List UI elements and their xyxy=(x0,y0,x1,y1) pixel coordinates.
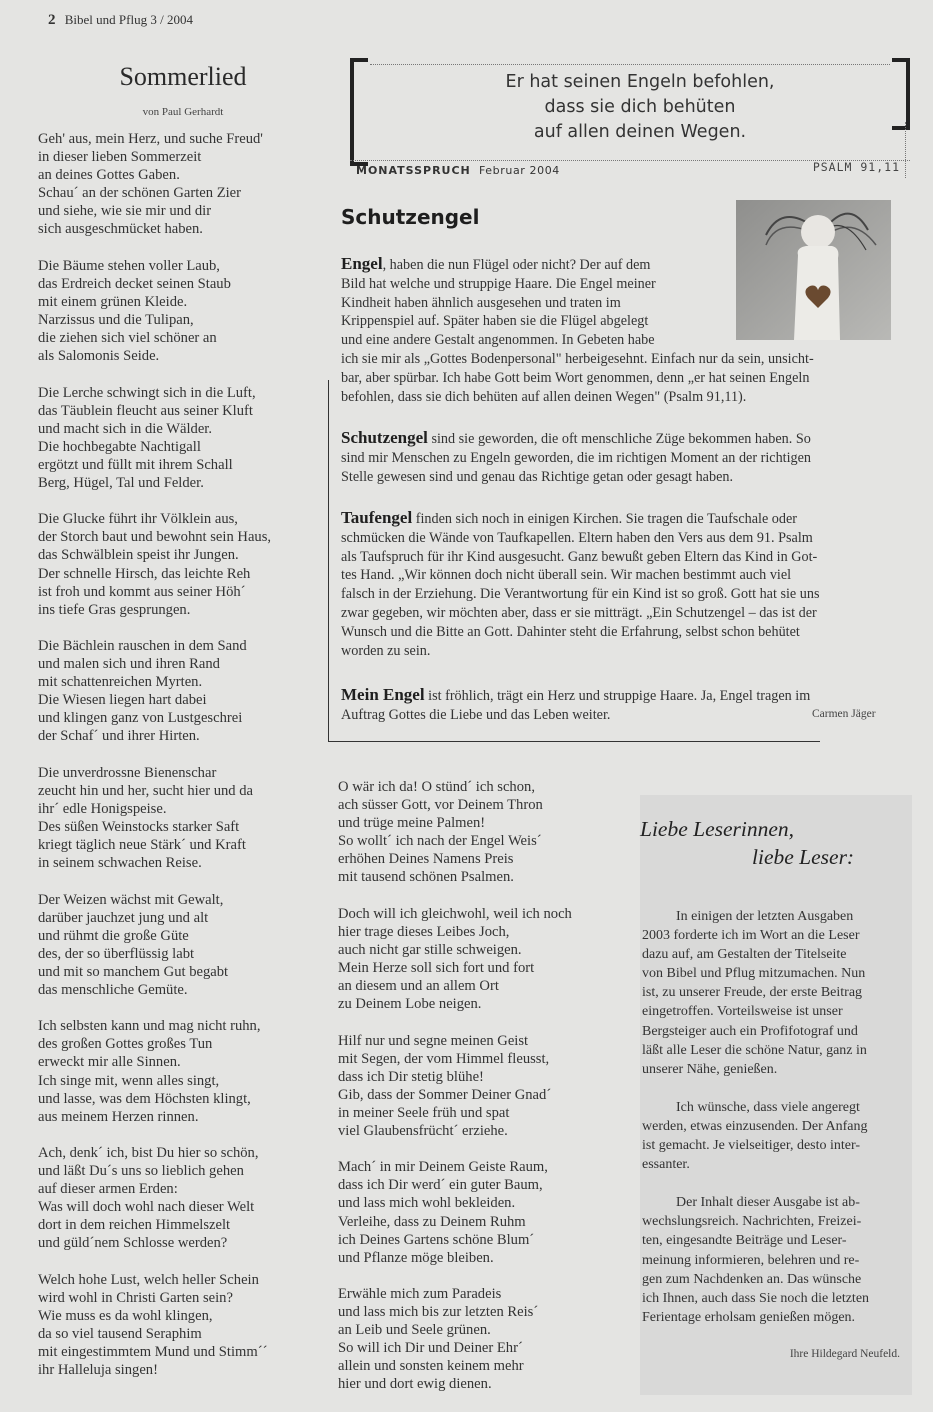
text-line: mit einem grünen Kleide. xyxy=(38,293,188,310)
text-line: Krippenspiel auf. Später haben sie die Flügel abgelegt xyxy=(341,313,649,330)
text-line: von Bibel und Pflug mitzumachen. Nun xyxy=(642,966,866,982)
text-line: ich Ihnen, auch dass Sie noch die letzten xyxy=(642,1290,870,1306)
text-line: wechslungsreich. Nachrichten, Freizei- xyxy=(642,1214,862,1230)
text-line: und malen sich und ihren Rand xyxy=(38,656,220,673)
text-line: Kindheit haben ähnlich ausgesehen und traten im xyxy=(341,294,621,311)
text-line: auch nicht gar stille schweigen. xyxy=(338,941,522,958)
text-line: das Erdreich decket seinen Staub xyxy=(38,275,231,292)
poem-stanza xyxy=(38,510,328,619)
article-paragraph-4: Mein Engel ist fröhlich, trägt ein Herz und struppige Haare. Ja, Engel tragen im Auftrag Gottes die Liebe und das Leben weiter. xyxy=(341,685,811,723)
text-line: Wie muss es da wohl klingen, xyxy=(38,1307,213,1324)
text-line: des, der so überflüssig labt xyxy=(38,945,195,962)
bracket-left xyxy=(350,58,368,166)
text-line: und klingen ganz von Lustgeschrei xyxy=(38,710,243,727)
text-line: mit schattenreichen Myrten. xyxy=(38,674,203,691)
text-line: und Pflanze möge bleiben. xyxy=(338,1249,494,1266)
text-line: Die Bächlein rauschen in dem Sand xyxy=(38,638,247,654)
verse-line: dass sie dich behüten xyxy=(544,97,736,117)
text-line: In einigen der letzten Ausgaben xyxy=(676,909,854,924)
text-line: der Storch baut und bewohnt sein Haus, xyxy=(38,529,272,546)
text-line: darüber jauchzet jung und alt xyxy=(38,909,209,926)
text-line: erweckt mir alle Sinnen. xyxy=(38,1054,181,1071)
text-line: Berg, Hügel, Tal und Felder. xyxy=(38,474,204,491)
text-line: als Salomonis Seide. xyxy=(38,348,160,365)
text-line: an Leib und Seele grünen. xyxy=(338,1322,491,1339)
text-line: bar, aber spürbar. Ich habe Gott beim Wort genommen, denn „er hat seinen Engeln xyxy=(341,369,810,386)
text-line: ich Deines Gartens schöne Blum´ xyxy=(338,1231,535,1248)
letter-paragraph xyxy=(642,1098,910,1174)
text-line: gen zum Nachdenken an. Das wünsche xyxy=(642,1271,862,1287)
text-line: und lass mich bis zur letzten Reis´ xyxy=(338,1304,539,1321)
article-title: Schutzengel xyxy=(341,205,480,229)
poem-stanza xyxy=(38,1017,328,1126)
text-line: auf dieser armen Erden: xyxy=(38,1181,178,1198)
article-rule-horizontal xyxy=(328,741,820,742)
letter-paragraph xyxy=(642,1193,910,1327)
text-line: Ich wünsche, dass viele angeregt xyxy=(676,1099,860,1115)
poem-stanza xyxy=(338,1158,638,1267)
text-line: und lasse, was dem Höchsten klingt, xyxy=(38,1090,251,1107)
text-line: mit eingestimmtem Mund und Stimm´´ xyxy=(38,1344,268,1361)
text-line: ihr Halleluja singen! xyxy=(38,1362,158,1379)
monatsspruch-label: MONATSSPRUCH Februar 2004 xyxy=(356,164,560,177)
text-line: und mit so manchem Gut begabt xyxy=(38,963,229,980)
text-line: und lass mich wohl bekleiden. xyxy=(338,1195,516,1212)
text-line: Mein Herze soll sich fort und fort xyxy=(338,960,535,977)
text-line: ten, eingesandte Beiträge und Leser- xyxy=(642,1233,847,1249)
text-line: das Täublein fleucht aus seiner Kluft xyxy=(38,402,253,419)
text-line: Hilf nur und segne meinen Geist xyxy=(338,1032,529,1049)
letter-body xyxy=(642,907,910,1346)
poem-column-2 xyxy=(338,778,638,1412)
text-line: hier trage dieses Leibes Joch, xyxy=(338,923,510,940)
text-line: Stelle gewesen sind und genau das Richtige getan oder gesagt haben. xyxy=(341,468,734,485)
text-line: falsch in der Erziehung. Die Verantwortung für ein Kind ist so groß. Gott hat sie uns xyxy=(341,586,820,603)
letter-greeting-2: liebe Leser: xyxy=(752,845,855,869)
text-line: befohlen, dass sie dich behüten auf allen deinen Wegen" (Psalm 91,11). xyxy=(341,388,747,405)
monatsspruch-month: Februar 2004 xyxy=(478,164,560,177)
text-line: Des süßen Weinstocks starker Saft xyxy=(38,819,240,836)
text-line: in dieser lieben Sommerzeit xyxy=(38,149,202,166)
text-line: Der schnelle Hirsch, das leichte Reh xyxy=(38,565,251,582)
text-line: und macht sich in die Wälder. xyxy=(38,420,212,437)
poem-stanza xyxy=(38,764,328,873)
text-line: Ich singe mit, wenn alles singt, xyxy=(38,1072,220,1089)
text-line: an deines Gottes Gaben. xyxy=(38,167,180,184)
text-line: Ach, denk´ ich, bist Du hier so schön, xyxy=(38,1145,259,1161)
text-line: Die Bäume stehen voller Laub, xyxy=(38,257,220,274)
monatsspruch-text xyxy=(410,70,870,145)
text-line: das menschliche Gemüte. xyxy=(38,981,188,998)
editor-letter xyxy=(640,795,912,1395)
text-line: und eine andere Gestalt angenommen. In Gebeten habe xyxy=(341,332,655,349)
text-line: da so viel tausend Seraphim xyxy=(38,1326,202,1343)
text-line: Verleihe, dass zu Deinem Ruhm xyxy=(338,1213,526,1230)
text-line: kriegt täglich neue Stärk´ und Kraft xyxy=(38,837,246,854)
text-line: O wär ich da! O stünd´ ich schon, xyxy=(338,779,535,795)
magazine-issue: Bibel und Pflug 3 / 2004 xyxy=(64,12,193,27)
article-paragraph-1: Engel, haben die nun Flügel oder nicht? Der auf dem Bild hat welche und struppige Haare. Die Engel meiner Kindheit haben ähnlich ausgesehen und traten im Krippenspiel auf. Später haben sie die Flügel abgelegt und eine andere Gestalt angenommen. In Gebeten habe ich sie mir als „Gottes Bodenpersonal" herbeigesehnt. Einfach nur da sein, unsicht- bar, aber spürbar. Ich habe Gott beim Wort genommen, denn „er hat seinen Engeln befohlen, dass sie dich behüten auf allen deinen Wegen" (Psalm 91,11). xyxy=(341,254,814,405)
text-line: ist froh und kommt aus seiner Höh´ xyxy=(38,583,246,600)
text-line: läßt alle Leser die schöne Natur, ganz in xyxy=(642,1042,867,1058)
text-line: in seinem schwachen Reise. xyxy=(38,855,202,872)
monatsspruch-box xyxy=(350,58,910,180)
text-line: dazu auf, am Gestalten der Titelseite xyxy=(642,947,847,963)
text-line: und läßt Du´s uns so lieblich gehen xyxy=(38,1163,244,1180)
text-line: Geh' aus, mein Herz, und suche Freud' xyxy=(38,131,263,147)
text-line: Welch hohe Lust, welch heller Schein xyxy=(38,1271,259,1288)
poem-stanza xyxy=(38,384,328,493)
text-line: tes Hand. „Wir können doch nicht überall sein. Wir machen bestimmt auch viel xyxy=(341,567,792,584)
text-line: Wunsch und die Bitte an Gott. Dahinter steht die Erfahrung, selbst schon behütet xyxy=(341,623,800,640)
text-line: Die Glucke führt ihr Völklein aus, xyxy=(38,511,238,528)
poem-stanza xyxy=(38,257,328,366)
text-line: Der Inhalt dieser Ausgabe ist ab- xyxy=(676,1195,860,1211)
text-line: Erwähle mich zum Paradeis xyxy=(338,1286,502,1302)
monatsspruch-reference: PSALM 91,11 xyxy=(812,160,900,174)
text-line: mit tausend schönen Psalmen. xyxy=(338,869,514,886)
text-line: sind mir Menschen zu Engeln geworden, die im richtigen Moment an der richtigen xyxy=(341,449,812,466)
text-line: dass ich Dir werd´ ein guter Baum, xyxy=(338,1177,543,1194)
verse-line: Er hat seinen Engeln befohlen, xyxy=(505,72,775,92)
text-line: Gib, dass der Sommer Deiner Gnad´ xyxy=(338,1086,552,1103)
text-line: mit Segen, der vom Himmel fleusst, xyxy=(338,1050,550,1067)
page-number: 2 xyxy=(48,12,56,28)
lead-word: Schutzengel xyxy=(341,428,428,447)
poem-stanza xyxy=(38,891,328,1000)
page-header xyxy=(48,12,193,29)
text-line: allein und sonsten keinem mehr xyxy=(338,1358,524,1375)
article-author: Carmen Jäger xyxy=(812,708,876,720)
text-line: Ich selbsten kann und mag nicht ruhn, xyxy=(38,1018,261,1035)
text-line: sich ausgeschmücket haben. xyxy=(38,221,203,238)
text-line: der Schaf´ und ihrer Hirten. xyxy=(38,728,200,745)
text-line: Schau´ an der schönen Garten Zier xyxy=(38,185,242,202)
poem-stanza xyxy=(338,778,638,887)
lead-word: Taufengel xyxy=(341,508,413,527)
text-line: So will ich Dir und Deiner Ehr´ xyxy=(338,1340,523,1357)
text-line: viel Glaubensfrücht´ erziehe. xyxy=(338,1122,508,1139)
poem-stanza xyxy=(38,637,328,746)
article-paragraph-3: Taufengel finden sich noch in einigen Kirchen. Sie tragen die Taufschale oder schmücken die Wände von Taufkapellen. Eltern haben den Vers aus dem 91. Psalm als Taufspruch für ihr Kind ausgesucht. Ganz bewußt geben Eltern das Kind in Got- tes Hand. „Wir können doch nicht überall sein. Wir machen bestimmt auch viel falsch in der Erziehung. Die Verantwortung für ein Kind ist so groß. Gott hat sie uns zwar gegeben, wir möchten aber, dass er sie mitträgt. „Ein Schutzengel – das ist der Wunsch und die Bitte an Gott. Dahinter steht die Erfahrung, selbst schon behütet worden zu sein. xyxy=(341,508,820,659)
poem-stanza xyxy=(338,905,638,1014)
text-line: Auftrag Gottes die Liebe und das Leben weiter. xyxy=(341,706,611,723)
text-line: eingetroffen. Vorteilsweise ist unser xyxy=(642,1004,843,1020)
text-line: So wollt´ ich nach der Engel Weis´ xyxy=(338,833,542,850)
text-line: erhöhen Deines Namens Preis xyxy=(338,851,514,868)
text-line: ergötzt und füllt mit ihrem Schall xyxy=(38,456,233,473)
poem-stanza xyxy=(38,1271,328,1380)
text-line: und rühmt die große Güte xyxy=(38,927,189,944)
lead-word: Mein Engel xyxy=(341,685,425,704)
text-line: Die hochbegabte Nachtigall xyxy=(38,438,201,455)
text-line: 2003 forderte ich im Wort an die Leser xyxy=(642,928,860,944)
text-line: Ferientage erholsam genießen mögen. xyxy=(642,1309,856,1325)
verse-line: auf allen deinen Wegen. xyxy=(533,122,747,142)
letter-signature: Ihre Hildegard Neufeld. xyxy=(789,1348,900,1360)
text-line: an diesem und an allem Ort xyxy=(338,978,499,995)
text-line: essanter. xyxy=(642,1157,690,1173)
poem-stanza xyxy=(338,1285,638,1394)
text-line: und trüge meine Palmen! xyxy=(338,815,486,832)
text-line: dort in dem reichen Himmelszelt xyxy=(38,1217,231,1234)
text-line: das Schwälblein speist ihr Jungen. xyxy=(38,547,239,564)
text-line: dass ich Dir stetig blühe! xyxy=(338,1068,484,1085)
text-line: ist, zu unserer Freude, der erste Beitrag xyxy=(642,985,863,1001)
text-line: Doch will ich gleichwohl, weil ich noch xyxy=(338,905,572,922)
text-line: meinung informieren, belehren und re- xyxy=(642,1252,860,1268)
text-line: ist gemacht. Je vielseitiger, desto inter- xyxy=(642,1138,861,1154)
text-line: zeucht hin und her, sucht hier und da xyxy=(38,782,254,799)
text-line: und siehe, wie sie mir und dir xyxy=(38,203,212,220)
text-line: Die unverdrossne Bienenschar xyxy=(38,764,217,781)
poem-author: von Paul Gerhardt xyxy=(142,106,224,118)
article-paragraph-2: Schutzengel sind sie geworden, die oft menschliche Züge bekommen haben. So sind mir Menschen zu Engeln geworden, die im richtigen Moment an der richtigen Stelle gewesen sind und genau das Richtige getan oder gesagt haben. xyxy=(341,428,812,485)
text-line: Bergsteiger auch ein Profifotograf und xyxy=(642,1023,858,1039)
text-line: Die Wiesen liegen hart dabei xyxy=(38,692,207,709)
text-line: Die Lerche schwingt sich in die Luft, xyxy=(38,384,256,401)
text-line: werden, etwas einzusenden. Der Anfang xyxy=(642,1118,868,1134)
text-line: Mach´ in mir Deinem Geiste Raum, xyxy=(338,1159,548,1176)
poem-stanza xyxy=(38,1144,328,1253)
article-rule-vertical xyxy=(328,380,329,742)
bracket-right xyxy=(892,58,910,130)
text-line: Was will doch wohl nach dieser Welt xyxy=(38,1199,255,1216)
text-line: Bild hat welche und struppige Haare. Die Engel meiner xyxy=(341,275,656,292)
text-line: worden zu sein. xyxy=(341,642,431,659)
text-line: ins tiefe Gras gesprungen. xyxy=(38,601,191,618)
text-line: als Taufspruch für ihr Kind ausgesucht. Ganz bewußt geben Eltern das Kind in Got- xyxy=(341,548,818,565)
text-line: Narzissus und die Tulipan, xyxy=(38,312,194,329)
poem-stanza xyxy=(338,1032,638,1141)
text-line: in meiner Seele früh und spat xyxy=(338,1104,510,1121)
text-line: unserer Nähe, genießen. xyxy=(642,1061,778,1077)
text-line: hier und dort ewig dienen. xyxy=(338,1376,492,1393)
text-line: des großen Gottes großes Tun xyxy=(38,1036,213,1053)
text-line: aus meinem Herzen rinnen. xyxy=(38,1108,199,1125)
text-line: ihr´ edle Honigspeise. xyxy=(38,800,167,817)
poem-stanza xyxy=(38,130,328,239)
text-line: schmücken die Wände von Taufkapellen. Eltern haben den Vers aus dem 91. Psalm xyxy=(341,529,813,546)
lead-word: Engel xyxy=(341,254,383,273)
text-line: und güld´nem Schlosse werden? xyxy=(38,1235,228,1252)
text-line: wird wohl in Christi Garten sein? xyxy=(38,1289,233,1306)
text-line: Der Weizen wächst mit Gewalt, xyxy=(38,891,224,908)
text-line: zwar gegeben, wir möchten aber, dass er sie mitträgt. „Ein Schutzengel – das ist der xyxy=(341,604,817,621)
text-line: die ziehen sich viel schöner an xyxy=(38,330,217,347)
poem-title: Sommerlied xyxy=(119,62,247,91)
text-line: ich sie mir als „Gottes Bodenpersonal" herbeigesehnt. Einfach nur da sein, unsicht- xyxy=(341,350,814,367)
letter-greeting: Liebe Leserinnen, xyxy=(640,817,795,841)
text-line: ach süsser Gott, vor Deinem Thron xyxy=(338,797,543,814)
poem-column-1 xyxy=(38,130,328,1398)
text-line: zu Deinem Lobe neigen. xyxy=(338,996,482,1013)
letter-paragraph xyxy=(642,907,910,1079)
